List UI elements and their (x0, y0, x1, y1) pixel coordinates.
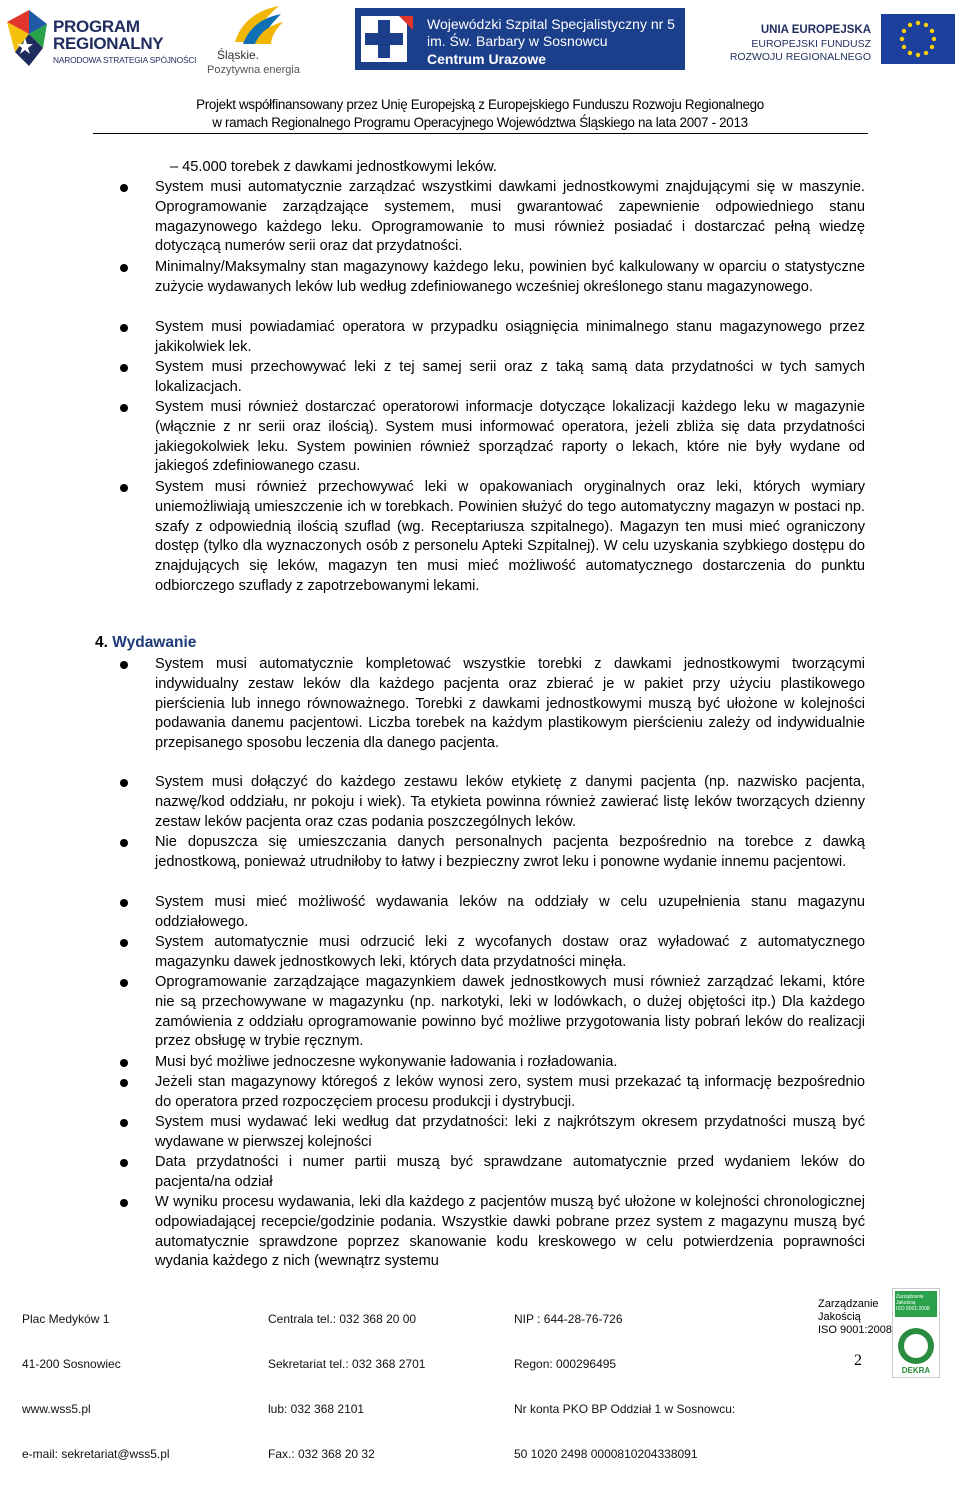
bullet-icon (120, 264, 128, 272)
list-item: Nie dopuszcza się umieszczania danych personalnych pacjenta bezpośrednio na torebce z dawką jednostkową, ponieważ utrudniłoby to łatwy i bezpieczny zwrot leku i ponowne wydanie innemu pacjentowi. (155, 834, 865, 870)
bullet-icon (120, 324, 128, 332)
bullet-icon (120, 1119, 128, 1127)
dekra-badge-label: DEKRA (901, 1366, 931, 1375)
hospital-name-line-1: Wojewódzki Szpital Specjalistyczny nr 5 (427, 16, 675, 32)
project-cofinancing-line-2: w ramach Regionalnego Programu Operacyjnego Województwa Śląskiego na lata 2007 - 2013 (212, 115, 748, 130)
eu-logo (720, 14, 955, 70)
dash-list-item: – 45.000 torebek z dawkami jednostkowymi leków. (170, 159, 497, 175)
bullet-icon (120, 1159, 128, 1167)
dekra-badge-text (896, 1294, 936, 1312)
certificate-text (818, 1298, 892, 1337)
bullet-icon (120, 939, 128, 947)
program-subtitle: NARODOWA STRATEGIA SPÓJNOŚCI (53, 55, 197, 65)
page-header (0, 0, 960, 135)
dekra-badge-line-3: ISO 9001:2008 (896, 1306, 930, 1312)
eu-line-1: UNIA EUROPEJSKA (760, 24, 871, 36)
eu-flag-icon (881, 14, 955, 64)
footer-street: Plac Medyków 1 (22, 1312, 110, 1326)
footer-registration (514, 1282, 735, 1492)
certificate-line-2: Jakością (818, 1311, 861, 1323)
list-item: Jeżeli stan magazynowy któregoś z leków wynosi zero, system musi przekazać tą informację bezpośrednio do operatora przed rozpoczęciem procesu produkcji i dystrybucji. (155, 1074, 865, 1110)
bullet-icon (120, 1059, 128, 1067)
list-item: Musi być możliwe jednoczesne wykonywanie ładowania i rozładowania. (155, 1054, 618, 1070)
page-footer (0, 1282, 960, 1461)
eu-line-3: ROZWOJU REGIONALNEGO (729, 51, 871, 63)
slaskie-emblem-icon (227, 2, 287, 46)
slaskie-logo (205, 2, 305, 78)
footer-city: 41-200 Sosnowiec (22, 1357, 121, 1371)
footer-phones (268, 1282, 425, 1492)
footer-bank-account: 50 1020 2498 0000810204338091 (514, 1447, 698, 1461)
program-title-line-1: PROGRAM (53, 17, 140, 36)
page-number: 2 (854, 1352, 862, 1369)
bullet-icon (120, 484, 128, 492)
list-item: System musi wydawać leki według dat przydatności: leki z najkrótszym okresem przydatności muszą być wydawane w pierwszej kolejności (155, 1114, 865, 1150)
program-regionalny-emblem-icon (5, 8, 49, 70)
bullet-icon (120, 979, 128, 987)
list-item: Minimalny/Maksymalny stan magazynowy każdego leku, powinien być kalkulowany w oparciu o statystyczne zużycie wydawanych leków lub według zdefiniowanego wcześniej określonego stanu magazynowego. (155, 259, 865, 295)
list-item: Oprogramowanie zarządzające magazynkiem dawek jednostkowych musi również zarządzać lekami, które nie są przechowywane w magazynku (np. narkotyki, leki w lodówkach, o dużej objętości itp.) Dla każdego zamówienia z oddziału oprogramowanie powinno być możliwe przygotowania listy pobrań leków do realizacji przez obsługę w trybie ręcznym. (155, 974, 865, 1050)
footer-phone-secretariat: Sekretariat tel.: 032 368 2701 (268, 1357, 426, 1371)
footer-phone-alt: lub: 032 368 2101 (268, 1402, 365, 1416)
bullet-icon (120, 779, 128, 787)
footer-nip: NIP : 644-28-76-726 (514, 1312, 623, 1326)
bullet-icon (120, 364, 128, 372)
hospital-logo (355, 8, 685, 70)
list-item: System musi przechowywać leki z tej samej serii oraz z taką samą data przydatności w tych samych lokalizacjach. (155, 359, 865, 395)
list-item: System musi również dostarczać operatorowi informacje dotyczące lokalizacji każdego leku w magazynie (włącznie z nr serii oraz ilością). System musi informować operatora, jeżeli zbliża się data przydatności jakiegokolwiek leku. System powinien również sporządzać raporty o lekach, które nie były wydane od jakiegoś zdefiniowanego czasu. (155, 399, 865, 475)
bullet-icon (120, 184, 128, 192)
list-item: System musi automatycznie zarządzać wszystkimi dawkami jednostkowymi znajdującymi się w maszynie. Oprogramowanie zarządzające systemem, musi gwarantować zapewnienie odpowiedniego stanu magazynowego każdego leku. Oprogramowanie to musi również posiadać i dostarczać pełną wiedzę dotyczącą numerów serii oraz dat przydatności. (155, 179, 865, 255)
hospital-name-line-2: im. Św. Barbary w Sosnowcu (427, 33, 608, 49)
list-item: Data przydatności i numer partii muszą być sprawdzane automatycznie przed wydaniem leków do pacjenta/na odział (155, 1154, 865, 1190)
hospital-banner (355, 8, 685, 70)
footer-email-link[interactable]: e-mail: sekretariat@wss5.pl (22, 1447, 170, 1461)
list-item: System musi powiadamiać operatora w przypadku osiągnięcia minimalnego stanu magazynowego przez jakikolwiek lek. (155, 319, 865, 355)
slaskie-name: Śląskie. (217, 48, 260, 62)
section-title: Wydawanie (112, 634, 197, 651)
bullet-icon (120, 404, 128, 412)
footer-website-link[interactable]: www.wss5.pl (22, 1402, 91, 1416)
eu-line-2: EUROPEJSKI FUNDUSZ (751, 38, 871, 50)
dekra-badge-line-1: Zarządzanie (896, 1294, 924, 1300)
footer-fax: Fax.: 032 368 20 32 (268, 1447, 375, 1461)
slaskie-tagline: Pozytywna energia (207, 64, 300, 76)
bullet-icon (120, 1079, 128, 1087)
bullet-icon (120, 661, 128, 669)
bullet-icon (120, 899, 128, 907)
hospital-cross-icon (355, 8, 417, 70)
quality-certificate (818, 1288, 938, 1378)
list-item: System musi dołączyć do każdego zestawu leków etykietę z danymi pacjenta (np. nazwisko pacjenta, nazwę/kod oddziału, nr pokoju i wiek). Ta etykieta powinna również zawierać listę leków tworzących dzienny zestaw leków pacjenta oraz czas podania poszczególnych leków. (155, 774, 865, 830)
list-item: W wyniku procesu wydawania, leki dla każdego z pacjentów muszą być ułożone w kolejności chronologicznej odpowiadającej recepcie/godzinie podania. Wszystkie dawki pobrane przez system z magazynu muszą być automatycznie sprawdzone poprzez skanowanie kodu kreskowego w celu potwierdzenia poprawności wydania każdego z nich (wewnątrz systemu (155, 1194, 865, 1270)
certificate-line-1: Zarządzanie (818, 1298, 879, 1310)
program-regionalny-logo (5, 8, 197, 72)
section-number: 4. (95, 634, 108, 651)
program-title-line-2: REGIONALNY (53, 34, 164, 53)
footer-regon: Regon: 000296495 (514, 1357, 617, 1371)
footer-phone-central: Centrala tel.: 032 368 20 00 (268, 1312, 417, 1326)
certificate-line-3: ISO 9001:2008 (818, 1324, 893, 1336)
hospital-name-line-3: Centrum Urazowe (427, 51, 547, 67)
list-item: System musi również przechowywać leki w opakowaniach oryginalnych oraz leki, których wymiary uniemożliwiają umieszczenie ich w torebkach. Powinien służyć do tego automatyczny magazyn w postaci np. szafy z odpowiednią ilością szuflad (wg. Receptariusza szpitalnego). Magazyn ten musi mieć ograniczony dostęp (tylko dla wyznaczonych osób z personelu Apteki Szpitalnej). W celu uzyskania szybkiego dostępu do znajdujących się leków, magazyn ten musi mieć możliwość automatycznego dostarczenia do punktu odbiorczego szuflady z zapotrzebowanymi lekami. (155, 479, 865, 594)
list-item: System automatycznie musi odrzucić leki z wycofanych dostaw oraz wyładować z automatycznego magazynku dawek jednostkowych leki, których data przydatności minęła. (155, 934, 865, 970)
bullet-icon (120, 1199, 128, 1207)
project-cofinancing-line-1: Projekt współfinansowany przez Unię Europejską z Europejskiego Funduszu Rozwoju Regionalnego (196, 97, 764, 112)
dekra-badge-line-2: Jakością (896, 1300, 916, 1306)
list-item: System musi automatycznie kompletować wszystkie torebki z dawkami jednostkowymi tworzącymi indywidualny zestaw leków dla każdego pacjenta oraz zbierać je w pakiet przy użyciu plastikowego pierścienia lub innego równoważnego. Torebki z dawkami jednostkowymi muszą być ułożone w kolejności podawania danemu pacjentowi. Liczba torebek na każdym plastikowym pierścieniu zależy od indywidualnie przepisanego sposobu leczenia dla danego pacjenta. (155, 656, 865, 752)
section-heading (95, 634, 196, 652)
bullet-icon (120, 839, 128, 847)
footer-address (22, 1282, 170, 1492)
header-divider (93, 133, 868, 134)
program-title (53, 18, 163, 52)
footer-bank-name: Nr konta PKO BP Oddział 1 w Sosnowcu: (514, 1402, 736, 1416)
list-item: System musi mieć możliwość wydawania leków na oddziały w celu uzupełnienia stanu magazynu oddziałowego. (155, 894, 865, 930)
